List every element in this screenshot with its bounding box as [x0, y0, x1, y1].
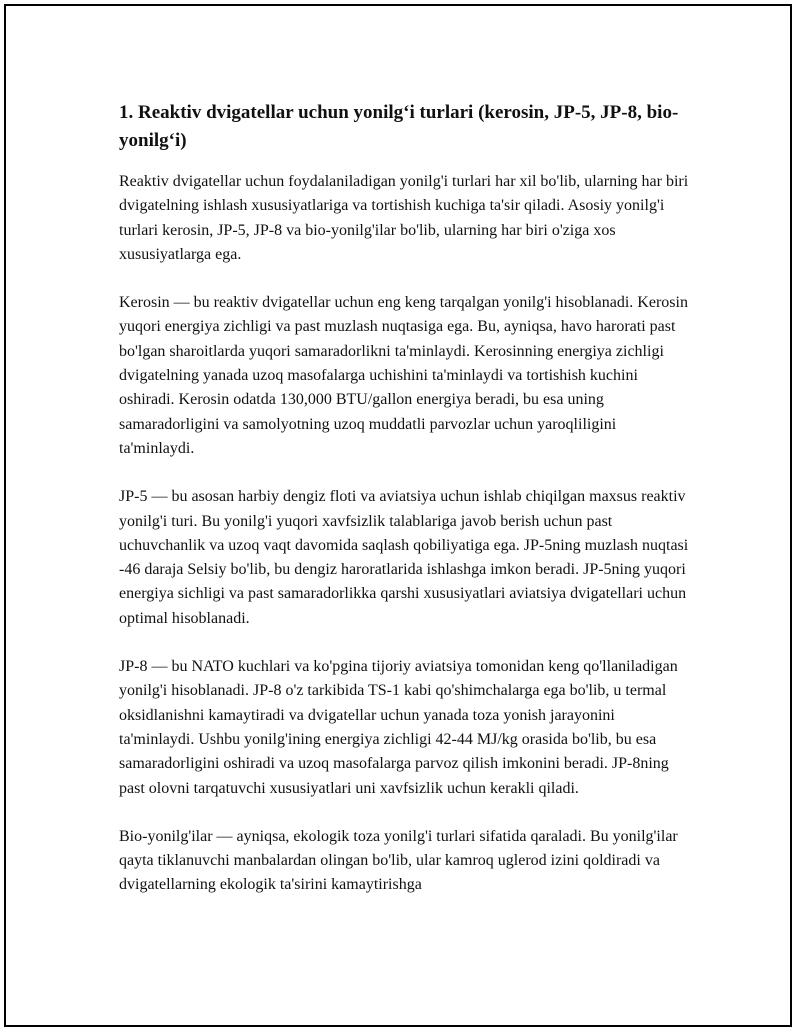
paragraph-intro: Reaktiv dvigatellar uchun foydalaniladigan yonilg'i turlari har xil bo'lib, ularning har biri dvigatelning ishlash xususiyatlariga va tortishish kuchiga ta'sir qiladi. Asosiy yonilg'i turlari kerosin, JP-5, JP-8 va bio-yonilg'ilar bo'lib, ularning har biri o'ziga xos xususiyatlarga ega. [119, 173, 689, 263]
paragraph-bio: Bio-yonilg'ilar — ayniqsa, ekologik toza yonilg'i turlari sifatida qaraladi. Bu yonilg'ilar qayta tiklanuvchi manbalardan olingan bo'lib, ular kamroq uglerod izini qoldiradi va dvigatellarning ekologik ta'sirini kamaytirishga [119, 827, 678, 894]
section-heading: 1. Reaktiv dvigatellar uchun yonilg‘i turlari (kerosin, JP-5, JP-8, bio-yonilg‘i) [119, 102, 679, 151]
paragraph-jp8: JP-8 — bu NATO kuchlari va ko'pgina tijoriy aviatsiya tomonidan keng qo'llaniladigan yonilg'i hisoblanadi. JP-8 o'z tarkibida TS-1 kabi qo'shimchalarga ega bo'lib, u termal oksidlanishni kamaytiradi va dvigatellar uchun yanada toza yonish jarayonini ta'minlaydi. Ushbu yonilg'ining energiya zichligi 42-44 MJ/kg orasida bo'lib, bu esa samaradorligini oshiradi va uzoq masofalarga parvoz qilish imkonini beradi. JP-8ning past olovni tarqatuvchi xususiyatlari uni xavfsizlik uchun kerakli qiladi. [119, 658, 678, 797]
document-body [119, 99, 691, 922]
paragraph-jp5: JP-5 — bu asosan harbiy dengiz floti va aviatsiya uchun ishlab chiqilgan maxsus reaktiv yonilg'i turi. Bu yonilg'i yuqori xavfsizlik talablariga javob berish uchun past uchuvchanlik va uzoq vaqt davomida saqlash qobiliyatiga ega. JP-5ning muzlash nuqtasi -46 daraja Selsiy bo'lib, bu dengiz haroratlarida ishlashga imkon beradi. JP-5ning yuqori energiya sichligi va past samaradorlikka qarshi xususiyatlari aviatsiya dvigatellari uchun optimal hisoblanadi. [119, 488, 689, 627]
paragraph-kerosin: Kerosin — bu reaktiv dvigatellar uchun eng keng tarqalgan yonilg'i hisoblanadi. Kerosin yuqori energiya zichligi va past muzlash nuqtasiga ega. Bu, ayniqsa, havo harorati past bo'lgan sharoitlarda yuqori samaradorlikni ta'minlaydi. Kerosinning energiya zichligi dvigatelning yanada uzoq masofalarga uchishini ta'minlaydi va tortishish kuchini oshiradi. Kerosin odatda 130,000 BTU/gallon energiya beradi, bu esa uning samaradorligini va samolyotning uzoq muddatli parvozlar uchun yaroqliligini ta'minlaydi. [119, 294, 688, 457]
page-frame [4, 4, 792, 1027]
